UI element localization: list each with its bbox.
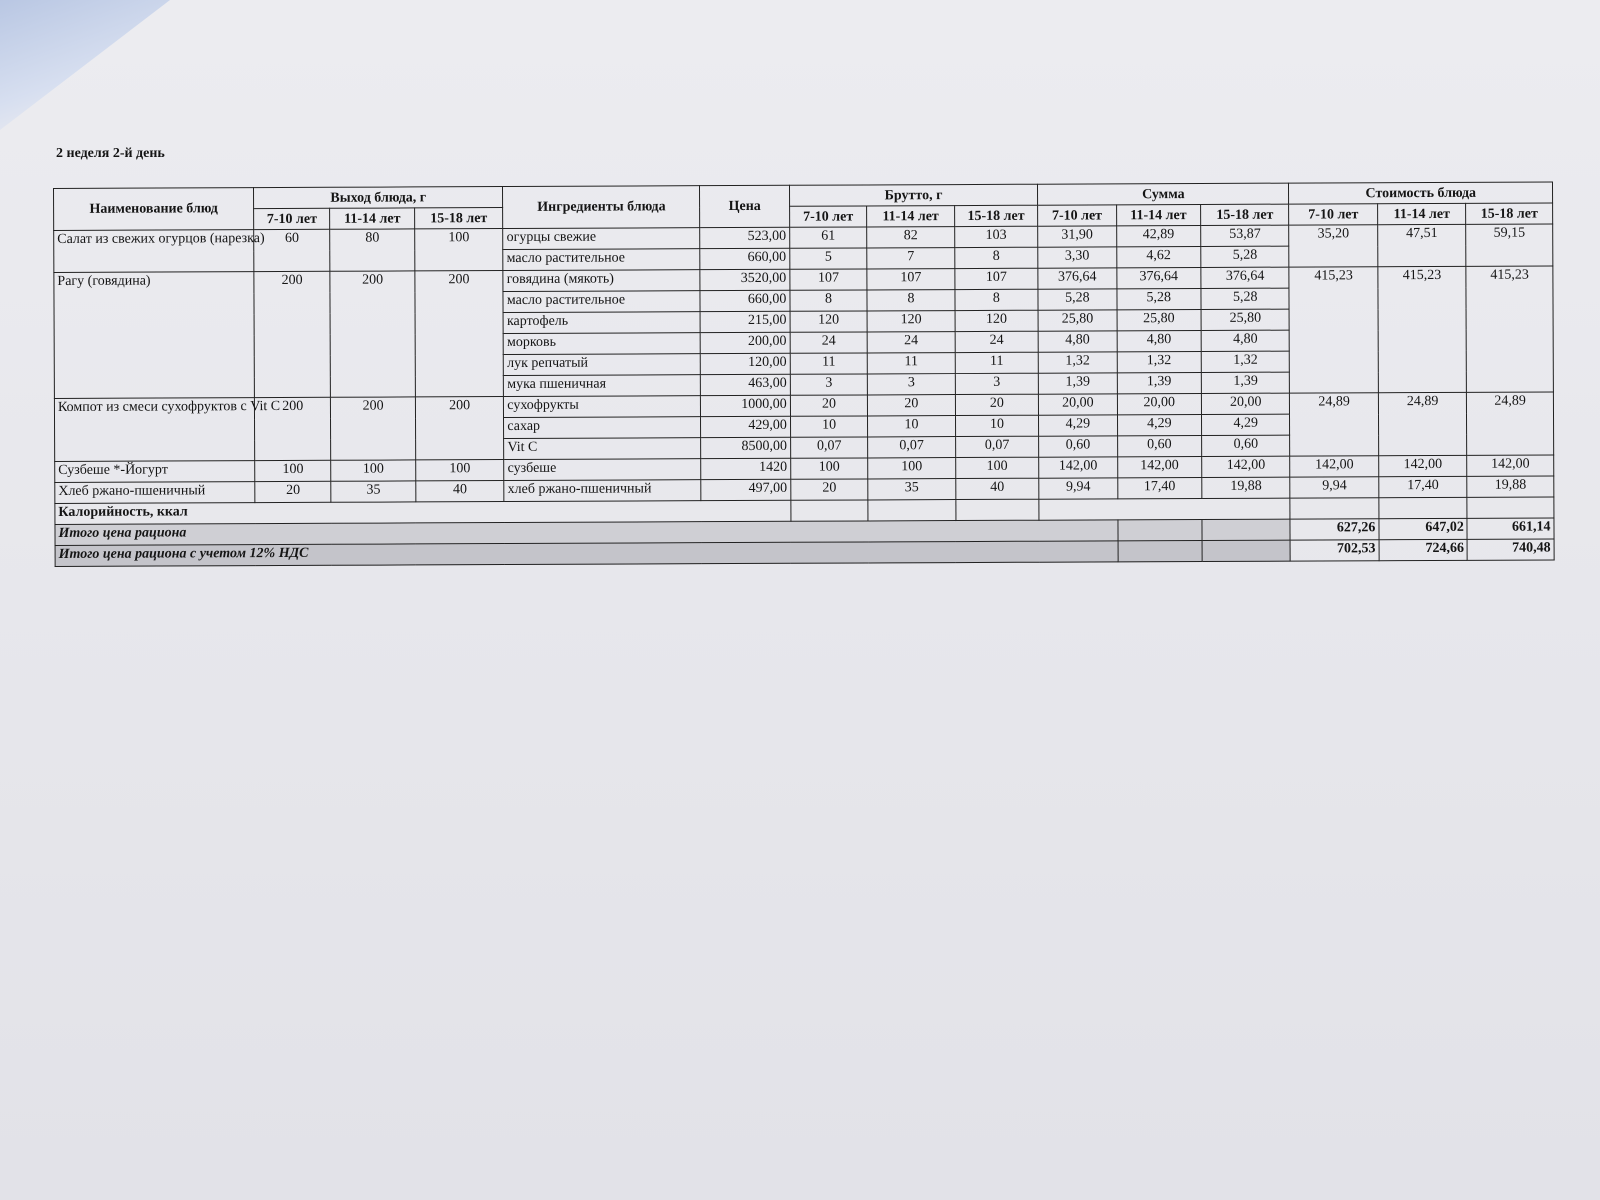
ingredient-sum: 0,60	[1117, 435, 1202, 456]
ingredient-gross: 0,07	[955, 436, 1039, 457]
ingredient-sum: 4,80	[1038, 331, 1116, 352]
ingredient-sum: 4,29	[1201, 414, 1290, 435]
age-header: 11-14 лет	[1116, 204, 1201, 225]
ingredient-gross: 7	[867, 248, 955, 269]
ingredient-gross: 3	[955, 373, 1039, 394]
dish-name: Салат из свежих огурцов (нарезка)	[54, 230, 254, 273]
menu-table	[53, 181, 1555, 567]
dish-cost: 47,51	[1378, 224, 1467, 266]
dish-output: 200	[254, 397, 331, 460]
dish-cost: 415,23	[1466, 266, 1553, 392]
ingredient-gross: 100	[791, 458, 868, 479]
ingredient-gross: 82	[867, 227, 955, 248]
dish-output: 80	[330, 229, 415, 271]
ingredient-gross: 100	[868, 458, 956, 479]
ingredient-name: говядина (мякоть)	[503, 270, 700, 292]
ingredient-name: сахар	[504, 417, 701, 439]
ingredient-sum: 17,40	[1117, 477, 1202, 498]
dish-cost: 24,89	[1290, 393, 1379, 456]
ingredient-gross: 8	[955, 289, 1039, 310]
ingredient-gross: 24	[867, 332, 955, 353]
ingredient-gross: 35	[868, 479, 956, 500]
ingredient-gross: 8	[954, 247, 1038, 268]
ingredient-name: сузбеше	[504, 459, 701, 481]
ingredient-gross: 20	[868, 395, 956, 416]
ingredient-name: масло растительное	[503, 291, 700, 313]
total-vat-value: 724,66	[1379, 539, 1468, 560]
ingredient-sum: 0,60	[1039, 436, 1117, 457]
dish-name: Хлеб ржано-пшеничный	[55, 482, 255, 504]
ingredient-price: 660,00	[700, 248, 790, 269]
ingredient-sum: 4,29	[1039, 415, 1117, 436]
dish-output: 35	[331, 481, 416, 502]
ingredient-price: 8500,00	[701, 437, 791, 458]
ingredient-name: хлеб ржано-пшеничный	[504, 480, 701, 502]
ingredient-gross: 10	[868, 416, 956, 437]
age-header: 7-10 лет	[1038, 205, 1116, 226]
ingredient-sum: 4,62	[1116, 246, 1201, 267]
ingredient-gross: 20	[955, 394, 1039, 415]
ingredient-name: сухофрукты	[504, 396, 701, 418]
ingredient-gross: 24	[955, 331, 1039, 352]
ingredient-gross: 5	[790, 248, 867, 269]
calories-label: Калорийность, ккал	[55, 500, 791, 524]
ingredient-sum: 1,39	[1201, 372, 1290, 393]
ingredient-gross: 120	[867, 311, 955, 332]
ingredient-price: 1000,00	[701, 395, 791, 416]
ingredient-gross: 103	[954, 226, 1038, 247]
ingredient-sum: 1,32	[1117, 351, 1202, 372]
ingredient-sum: 376,64	[1116, 267, 1201, 288]
ingredient-sum: 4,80	[1201, 330, 1290, 351]
dish-output: 100	[416, 460, 505, 481]
ingredient-gross: 120	[790, 311, 867, 332]
dish-name: Компот из смеси сухофруктов с Vit C	[54, 398, 254, 462]
dish-name: Сузбеше *-Йогурт	[55, 461, 255, 483]
ingredient-price: 497,00	[701, 479, 791, 500]
dish-cost: 59,15	[1466, 224, 1553, 266]
ingredient-price: 429,00	[701, 416, 791, 437]
dish-name: Рагу (говядина)	[54, 272, 255, 399]
empty-cell	[956, 499, 1040, 520]
dish-cost: 142,00	[1290, 456, 1379, 477]
ingredient-gross: 8	[790, 290, 867, 311]
ingredient-sum: 4,80	[1117, 330, 1202, 351]
ingredient-sum: 53,87	[1201, 225, 1290, 246]
dish-output: 60	[254, 229, 331, 271]
header-sum: Сумма	[1038, 183, 1289, 205]
ingredient-name: огурцы свежие	[503, 228, 700, 250]
empty-cell	[791, 500, 868, 521]
ingredient-sum: 142,00	[1202, 456, 1291, 477]
dish-cost: 19,88	[1467, 476, 1554, 497]
ingredient-price: 463,00	[701, 374, 791, 395]
dish-cost: 24,89	[1467, 392, 1554, 455]
ingredient-sum: 5,28	[1201, 288, 1290, 309]
ingredient-gross: 3	[868, 374, 956, 395]
age-header: 11-14 лет	[867, 206, 955, 227]
ingredient-name: мука пшеничная	[504, 375, 701, 397]
ingredient-sum: 376,64	[1201, 267, 1290, 288]
ingredient-price: 660,00	[700, 290, 790, 311]
ingredient-sum: 1,32	[1201, 351, 1290, 372]
total-value: 661,14	[1467, 518, 1554, 539]
ingredient-sum: 0,60	[1202, 435, 1291, 456]
ingredient-sum: 20,00	[1039, 394, 1117, 415]
empty-cell	[1290, 498, 1379, 519]
ingredient-sum: 3,30	[1038, 247, 1116, 268]
header-name: Наименование блюд	[54, 188, 254, 231]
dish-cost: 9,94	[1290, 477, 1379, 498]
header-gross: Брутто, г	[789, 184, 1037, 206]
ingredient-gross: 20	[791, 479, 868, 500]
total-value: 627,26	[1290, 519, 1379, 540]
dish-output: 200	[330, 271, 415, 397]
ingredient-gross: 61	[790, 227, 867, 248]
ingredient-gross: 107	[867, 269, 955, 290]
ingredient-name: Vit C	[504, 438, 701, 460]
ingredient-sum: 25,80	[1038, 310, 1116, 331]
ingredient-gross: 0,07	[790, 437, 867, 458]
ingredient-sum: 31,90	[1038, 226, 1116, 247]
ingredient-gross: 11	[955, 352, 1039, 373]
ingredient-gross: 0,07	[868, 437, 956, 458]
dish-cost: 17,40	[1379, 476, 1468, 497]
ingredient-price: 120,00	[701, 353, 791, 374]
empty-cell	[1118, 540, 1203, 561]
ingredient-sum: 5,28	[1201, 246, 1290, 267]
ingredient-sum: 20,00	[1201, 393, 1290, 414]
dish-output: 40	[416, 481, 505, 502]
total-label: Итого цена рациона	[55, 520, 1118, 546]
ingredient-sum: 42,89	[1116, 225, 1201, 246]
ingredient-gross: 8	[867, 290, 955, 311]
dish-output: 200	[415, 271, 504, 397]
age-header: 7-10 лет	[1289, 204, 1378, 225]
ingredient-sum: 19,88	[1202, 477, 1291, 498]
ingredient-sum: 142,00	[1117, 456, 1202, 477]
empty-cell	[1202, 519, 1291, 540]
dish-cost: 24,89	[1378, 392, 1467, 455]
ingredient-price: 215,00	[700, 311, 790, 332]
dish-cost: 35,20	[1289, 225, 1378, 267]
ingredient-gross: 11	[790, 353, 867, 374]
age-header: 7-10 лет	[254, 208, 330, 229]
total-vat-label: Итого цена рациона с учетом 12% НДС	[55, 541, 1118, 567]
ingredient-name: морковь	[503, 333, 700, 355]
age-header: 15-18 лет	[414, 208, 503, 229]
ingredient-gross: 10	[955, 415, 1039, 436]
ingredient-gross: 10	[790, 416, 867, 437]
header-price: Цена	[700, 185, 790, 227]
header-ingredients: Ингредиенты блюда	[503, 186, 700, 229]
age-header: 11-14 лет	[1378, 203, 1467, 224]
ingredient-sum: 376,64	[1038, 268, 1116, 289]
ingredient-sum: 4,29	[1117, 414, 1202, 435]
ingredient-name: масло растительное	[503, 249, 700, 271]
ingredient-sum: 1,39	[1117, 372, 1202, 393]
ingredient-price: 1420	[701, 458, 791, 479]
total-vat-value: 740,48	[1467, 539, 1554, 560]
age-header: 7-10 лет	[789, 206, 866, 227]
age-header: 11-14 лет	[330, 208, 415, 229]
ingredient-price: 200,00	[701, 332, 791, 353]
ingredient-sum: 5,28	[1117, 288, 1202, 309]
dish-cost: 142,00	[1467, 455, 1554, 476]
ingredient-sum: 5,28	[1038, 289, 1116, 310]
dish-output: 200	[415, 397, 504, 460]
ingredient-gross: 120	[955, 310, 1039, 331]
ingredient-sum: 1,39	[1038, 373, 1116, 394]
header-output: Выход блюда, г	[254, 187, 503, 209]
menu-body	[54, 224, 1554, 504]
page-title: 2 неделя 2-й день	[56, 146, 165, 161]
age-header: 15-18 лет	[1201, 204, 1290, 225]
dish-output: 100	[255, 460, 331, 481]
ingredient-sum: 25,80	[1201, 309, 1290, 330]
ingredient-name: лук репчатый	[504, 354, 701, 376]
ingredient-sum: 25,80	[1117, 309, 1202, 330]
empty-cell	[1118, 519, 1203, 540]
empty-cell	[1467, 497, 1554, 518]
ingredient-gross: 3	[790, 374, 867, 395]
dish-cost: 142,00	[1379, 455, 1468, 476]
dish-output: 200	[331, 397, 416, 460]
age-header: 15-18 лет	[1466, 203, 1553, 224]
dish-output: 100	[331, 460, 416, 481]
ingredient-sum: 9,94	[1039, 478, 1117, 499]
ingredient-price: 3520,00	[700, 269, 790, 290]
ingredient-gross: 11	[867, 353, 955, 374]
empty-cell	[868, 500, 956, 521]
age-header: 15-18 лет	[954, 205, 1038, 226]
dish-output: 200	[254, 271, 331, 397]
header-cost: Стоимость блюда	[1289, 182, 1553, 204]
dish-cost: 415,23	[1289, 267, 1378, 393]
ingredient-gross: 107	[790, 269, 867, 290]
ingredient-gross: 20	[790, 395, 867, 416]
empty-cell	[1379, 497, 1468, 518]
ingredient-sum: 142,00	[1039, 457, 1117, 478]
dish-output: 20	[255, 481, 331, 502]
ingredient-sum: 20,00	[1117, 393, 1202, 414]
total-value: 647,02	[1379, 518, 1468, 539]
ingredient-name: картофель	[503, 312, 700, 334]
ingredient-gross: 107	[955, 268, 1039, 289]
empty-cell	[1039, 498, 1290, 520]
ingredient-gross: 40	[955, 478, 1039, 499]
ingredient-gross: 100	[955, 457, 1039, 478]
dish-cost: 415,23	[1378, 266, 1467, 392]
dish-output: 100	[415, 229, 504, 271]
ingredient-price: 523,00	[700, 227, 790, 248]
ingredient-gross: 24	[790, 332, 867, 353]
empty-cell	[1202, 540, 1291, 561]
ingredient-sum: 1,32	[1038, 352, 1116, 373]
total-vat-value: 702,53	[1291, 540, 1380, 561]
